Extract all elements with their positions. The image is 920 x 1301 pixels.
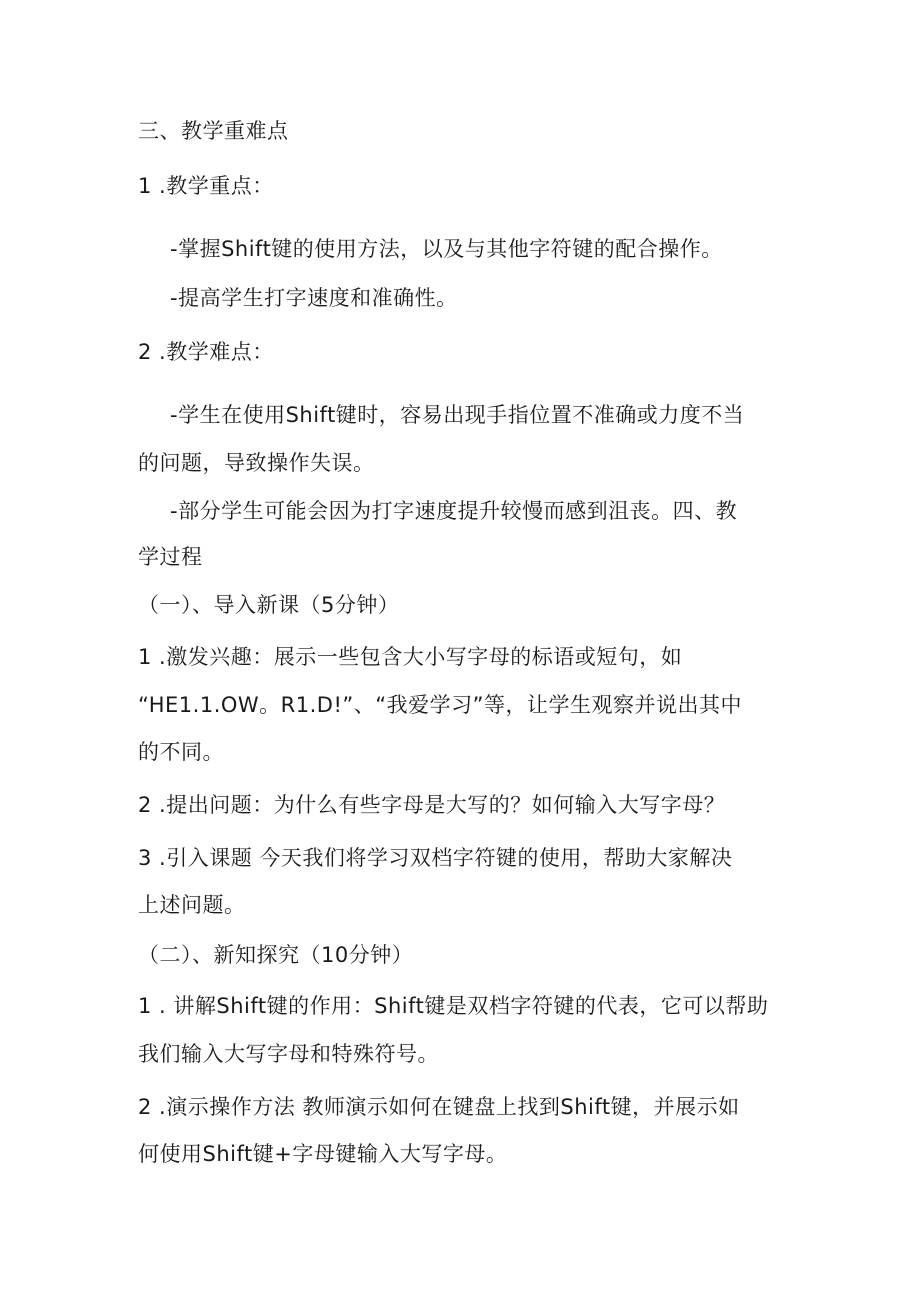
section-1-item-1-line-1: 1 .激发兴趣：展示一些包含大小写字母的标语或短句，如 — [138, 645, 683, 669]
section-1-item-1-line-2: “HE1.1.OW。R1.D!”、“我爱学习”等，让学生观察并说出其中 — [138, 693, 743, 717]
section-1-item-2: 2 .提出问题：为什么有些字母是大写的？如何输入大写字母？ — [138, 793, 726, 817]
difficult-point-item-2-line-1: -部分学生可能会因为打字速度提升较慢而感到沮丧。四、教 — [170, 499, 738, 523]
key-points-title: 1 .教学重点： — [138, 174, 274, 198]
key-point-item-2: -提高学生打字速度和准确性。 — [170, 286, 458, 310]
difficult-point-item-1-line-1: -学生在使用Shift键时，容易出现手指位置不准确或力度不当 — [170, 403, 745, 427]
difficult-point-item-1-line-2: 的问题，导致操作失误。 — [138, 451, 375, 475]
difficult-points-title: 2 .教学难点： — [138, 340, 274, 364]
section-2-title: （二）、新知探究（10分钟） — [138, 943, 414, 967]
section-1-item-3-line-2: 上述问题。 — [138, 893, 246, 917]
section-2-item-1-line-1: 1 . 讲解Shift键的作用：Shift键是双档字符键的代表，它可以帮助 — [138, 994, 769, 1018]
section-2-item-1-line-2: 我们输入大写字母和特殊符号。 — [138, 1042, 439, 1066]
section-heading-3: 三、教学重难点 — [138, 119, 289, 143]
difficult-point-item-2-line-2: 学过程 — [138, 545, 203, 569]
key-point-item-1: -掌握Shift键的使用方法，以及与其他字符键的配合操作。 — [170, 237, 723, 261]
section-2-item-2-line-2: 何使用Shift键+字母键输入大写字母。 — [138, 1142, 508, 1166]
section-2-item-2-line-1: 2 .演示操作方法 教师演示如何在键盘上找到Shift键，并展示如 — [138, 1095, 740, 1119]
section-1-item-1-line-3: 的不同。 — [138, 740, 224, 764]
section-1-title: （一）、导入新课（5分钟） — [138, 593, 400, 617]
section-1-item-3-line-1: 3 .引入课题 今天我们将学习双档字符键的使用，帮助大家解决 — [138, 846, 733, 870]
